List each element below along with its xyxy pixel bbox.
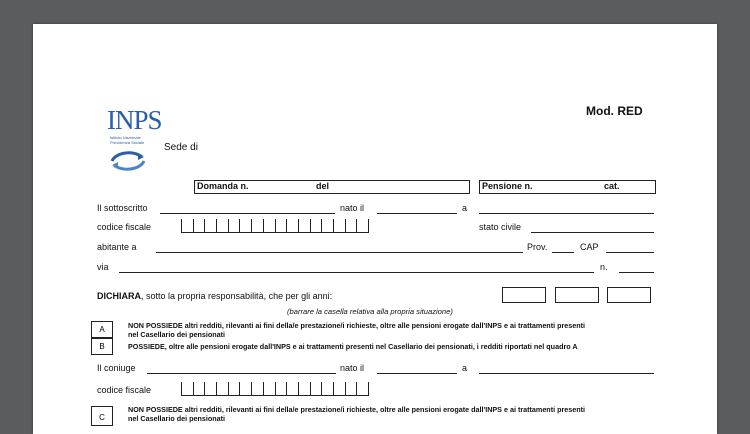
option-c-checkbox[interactable]: C — [91, 406, 113, 426]
abitante-field[interactable] — [156, 252, 523, 253]
via-label: via — [97, 262, 109, 272]
numero-label: n. — [600, 262, 608, 272]
option-b-bold: POSSIEDE, — [128, 342, 167, 351]
anno-box-3[interactable] — [607, 287, 651, 303]
codice-fiscale-field[interactable] — [181, 219, 369, 233]
anno-box-2[interactable] — [555, 287, 599, 303]
coniuge-a-label: a — [462, 363, 468, 373]
logo-wordmark: INPS — [107, 105, 162, 135]
coniuge-label: Il coniuge — [97, 363, 136, 373]
option-a-text-2: nel Casellario dei pensionati — [128, 330, 226, 339]
pensione-label: Pensione n. — [482, 181, 533, 191]
option-b-rest: oltre alle pensioni erogate dall'INPS e ai trattamenti presenti nel Casellario dei pensionati, i redditi riportati nel quadro A — [166, 342, 578, 351]
prov-label: Prov. — [527, 242, 548, 252]
option-a-checkbox[interactable]: A — [91, 321, 113, 338]
del-label: del — [316, 181, 330, 191]
form-code: Mod. RED — [586, 104, 643, 118]
coniuge-field[interactable] — [147, 373, 336, 374]
coniuge-codice-fiscale-field[interactable] — [181, 382, 369, 396]
cap-field[interactable] — [606, 252, 654, 253]
pensione-box[interactable] — [479, 180, 656, 194]
a-label: a — [462, 203, 468, 213]
dichiara-rest: , sotto la propria responsabilità, che per gli anni: — [141, 291, 333, 301]
domanda-box[interactable] — [194, 180, 470, 194]
inps-logo — [107, 105, 162, 176]
option-b-text — [128, 341, 578, 352]
dichiara-text — [97, 291, 332, 302]
dichiara-hint: (barrare la casella relativa alla propria situazione) — [287, 307, 453, 316]
logo-subtitle: Istituto Nazionale Previdenza Sociale — [110, 135, 145, 145]
anno-box-1[interactable] — [502, 287, 546, 303]
nato-il-label: nato il — [340, 203, 365, 213]
coniuge-nato-il-label: nato il — [340, 363, 365, 373]
codice-fiscale-label: codice fiscale — [97, 222, 152, 232]
option-a-rest: altri redditi, rilevanti ai fini della/e prestazione/i richieste, oltre alle pensioni erogate dall'INPS e ai trattamenti presenti — [182, 321, 586, 330]
cap-label: CAP — [580, 242, 599, 252]
sottoscritto-field[interactable] — [160, 213, 335, 214]
sede-label: Sede di — [164, 142, 198, 153]
nato-il-field[interactable] — [377, 213, 457, 214]
domanda-label: Domanda n. — [197, 181, 249, 191]
cat-label: cat. — [604, 181, 620, 191]
coniuge-nato-il-field[interactable] — [377, 373, 457, 374]
document-page — [33, 24, 717, 434]
option-c-text-2: nel Casellario dei pensionati — [128, 414, 226, 423]
option-a-bold: NON POSSIEDE — [128, 321, 183, 330]
stato-civile-field[interactable] — [531, 232, 654, 233]
option-c-bold: NON POSSIEDE — [128, 405, 183, 414]
luogo-nascita-field[interactable] — [479, 213, 654, 214]
logo-emblem-icon — [108, 150, 148, 172]
sottoscritto-label: Il sottoscritto — [97, 203, 148, 213]
abitante-label: abitante a — [97, 242, 137, 252]
stato-civile-label: stato civile — [479, 222, 522, 232]
via-field[interactable] — [119, 272, 594, 273]
numero-field[interactable] — [619, 272, 654, 273]
option-c-rest: altri redditi, rilevanti ai fini della/e prestazione/i richieste, oltre alle pensioni erogate dall'INPS e ai trattamenti presenti — [182, 405, 586, 414]
coniuge-luogo-field[interactable] — [479, 373, 654, 374]
dichiara-label: DICHIARA — [97, 291, 141, 301]
option-b-checkbox[interactable]: B — [91, 338, 113, 355]
prov-field[interactable] — [552, 252, 574, 253]
coniuge-codice-fiscale-label: codice fiscale — [97, 385, 152, 395]
